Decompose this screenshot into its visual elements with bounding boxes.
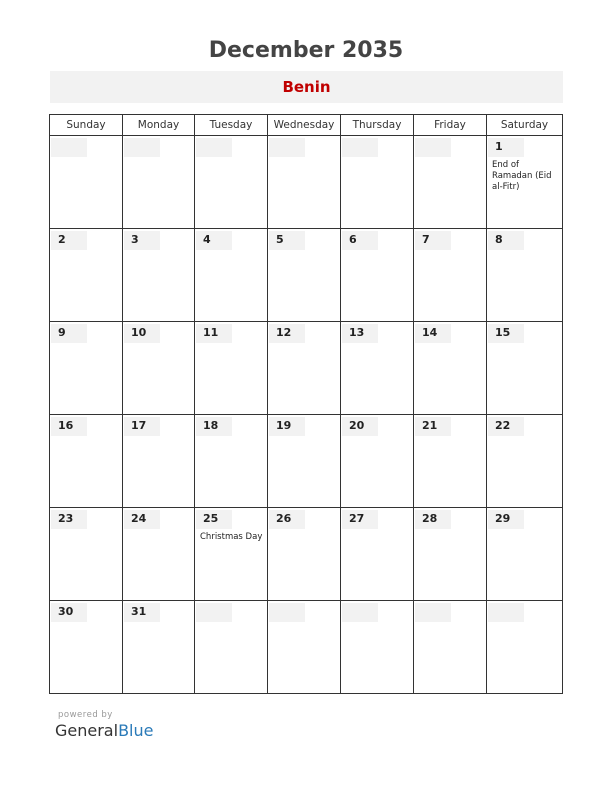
day-number: 27 (349, 512, 365, 525)
day-cell (123, 322, 195, 415)
weekday-header-row (50, 115, 563, 136)
day-cell (50, 136, 123, 229)
day-number-box (488, 138, 524, 157)
day-cell (268, 508, 341, 601)
day-number: 20 (349, 419, 365, 432)
day-number-box (51, 231, 87, 250)
day-cell (123, 229, 195, 322)
brand-part-blue: Blue (118, 721, 154, 740)
day-cell (123, 508, 195, 601)
holiday-label: End of Ramadan (Eid al-Fitr) (492, 160, 552, 192)
day-cell (195, 229, 268, 322)
day-number: 15 (495, 326, 511, 339)
day-number: 4 (203, 233, 211, 246)
weekday-wednesday: Wednesday (268, 115, 341, 136)
day-number-box (269, 231, 305, 250)
day-cell (50, 229, 123, 322)
day-cell (341, 601, 414, 694)
day-number: 17 (131, 419, 147, 432)
day-cell (50, 322, 123, 415)
day-number: 12 (276, 326, 292, 339)
day-cell (123, 601, 195, 694)
day-number-box (342, 138, 378, 157)
week-row (50, 229, 563, 322)
day-cell (487, 136, 563, 229)
day-cell (195, 415, 268, 508)
day-number: 8 (495, 233, 503, 246)
day-number-box (124, 231, 160, 250)
day-number: 10 (131, 326, 147, 339)
day-number: 9 (58, 326, 66, 339)
day-cell (414, 601, 487, 694)
week-row (50, 322, 563, 415)
day-number-box (342, 603, 378, 622)
day-cell (268, 136, 341, 229)
day-cell (341, 136, 414, 229)
day-number-box (51, 324, 87, 343)
day-cell (414, 229, 487, 322)
day-cell (487, 601, 563, 694)
day-number-box (124, 138, 160, 157)
weekday-thursday: Thursday (341, 115, 414, 136)
day-number: 19 (276, 419, 292, 432)
day-cell (487, 415, 563, 508)
day-number: 18 (203, 419, 219, 432)
day-number: 26 (276, 512, 292, 525)
day-number: 14 (422, 326, 438, 339)
day-number: 21 (422, 419, 438, 432)
day-number: 28 (422, 512, 438, 525)
day-number-box (196, 138, 232, 157)
holiday-label: Christmas Day (200, 532, 263, 542)
day-cell (414, 415, 487, 508)
day-number: 16 (58, 419, 74, 432)
day-number: 23 (58, 512, 74, 525)
day-cell (195, 322, 268, 415)
week-row (50, 508, 563, 601)
week-row (50, 415, 563, 508)
day-cell (195, 601, 268, 694)
brand-part-general: General (55, 721, 119, 740)
day-cell (487, 322, 563, 415)
day-cell (341, 229, 414, 322)
day-number-box (415, 603, 451, 622)
day-number: 31 (131, 605, 147, 618)
day-number: 7 (422, 233, 430, 246)
day-cell (414, 322, 487, 415)
week-row (50, 136, 563, 229)
day-number-box (196, 231, 232, 250)
day-number-box (269, 603, 305, 622)
day-cell (341, 415, 414, 508)
day-number: 30 (58, 605, 74, 618)
weekday-saturday: Saturday (487, 115, 563, 136)
day-number: 24 (131, 512, 147, 525)
day-cell (50, 415, 123, 508)
day-cell (341, 322, 414, 415)
day-number-box (488, 603, 524, 622)
day-number: 1 (495, 140, 503, 153)
day-number-box (269, 138, 305, 157)
weekday-sunday: Sunday (50, 115, 123, 136)
day-number-box (342, 231, 378, 250)
day-cell (268, 229, 341, 322)
day-number: 2 (58, 233, 66, 246)
day-cell (123, 136, 195, 229)
country-banner (50, 71, 563, 103)
day-number: 3 (131, 233, 139, 246)
day-cell (487, 508, 563, 601)
day-cell (268, 601, 341, 694)
day-cell (414, 136, 487, 229)
day-number: 13 (349, 326, 365, 339)
day-number: 22 (495, 419, 511, 432)
day-cell (50, 601, 123, 694)
brand-logo (55, 721, 153, 740)
day-number-box (51, 138, 87, 157)
day-cell (123, 415, 195, 508)
day-number-box (196, 603, 232, 622)
day-number-box (415, 138, 451, 157)
day-cell (268, 415, 341, 508)
calendar-title: December 2035 (208, 38, 404, 63)
weekday-friday: Friday (414, 115, 487, 136)
day-cell (195, 508, 268, 601)
day-cell (341, 508, 414, 601)
day-number: 11 (203, 326, 219, 339)
calendar-grid (49, 114, 563, 694)
day-number-box (488, 231, 524, 250)
day-cell (195, 136, 268, 229)
day-number: 6 (349, 233, 357, 246)
week-row (50, 601, 563, 694)
day-cell (268, 322, 341, 415)
country-name: Benin (282, 78, 331, 96)
day-cell (50, 508, 123, 601)
day-number: 25 (203, 512, 219, 525)
day-number: 5 (276, 233, 284, 246)
day-cell (414, 508, 487, 601)
day-cell (487, 229, 563, 322)
powered-by-text: powered by (58, 710, 113, 720)
day-number-box (415, 231, 451, 250)
day-number: 29 (495, 512, 511, 525)
weekday-tuesday: Tuesday (195, 115, 268, 136)
weekday-monday: Monday (123, 115, 195, 136)
